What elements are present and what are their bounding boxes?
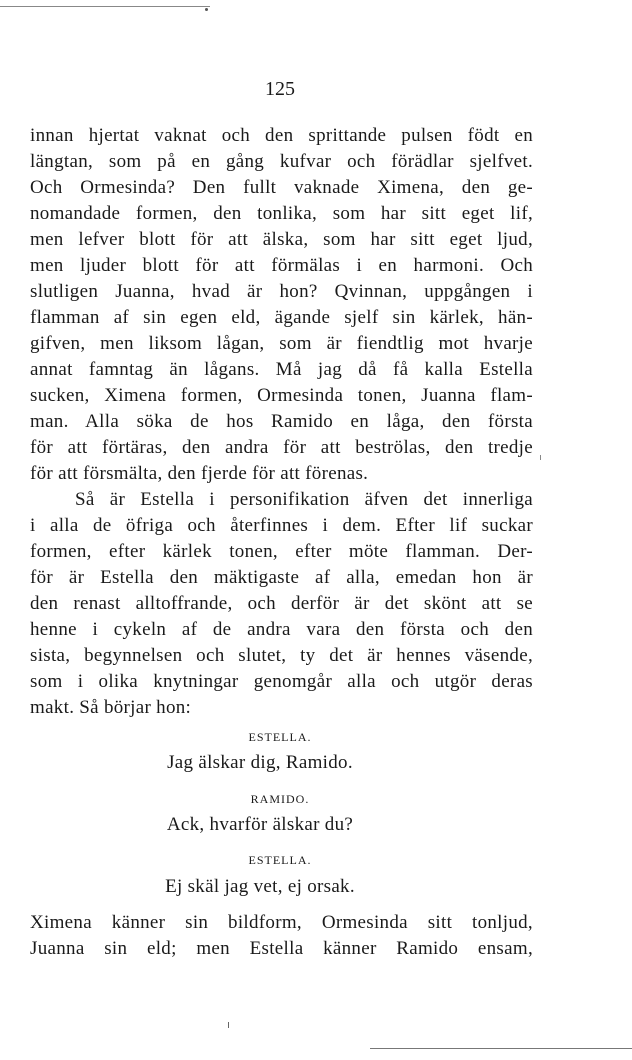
- text-line: man. Alla söka de hos Ramido en låga, den första: [30, 411, 533, 432]
- text-line: nomandade formen, den tonlika, som har sitt eget lif,: [30, 203, 533, 224]
- text-line: men lefver blott för att älska, som har sitt eget ljud,: [30, 229, 533, 250]
- text-line: flamman af sin egen eld, ägande sjelf sin kärlek, hän-: [30, 307, 533, 328]
- bottom-rule: [370, 1048, 632, 1049]
- text-line: Och Ormesinda? Den fullt vaknade Ximena, den ge-: [30, 177, 533, 198]
- text-line: Så är Estella i personifikation äfven det innerliga: [75, 489, 533, 510]
- ink-speck: [205, 8, 208, 11]
- ink-speck: [540, 455, 541, 460]
- text-line: som i olika knytningar genomgår alla och utgör deras: [30, 671, 533, 692]
- text-line: Ximena känner sin bildform, Ormesinda sitt tonljud,: [30, 912, 533, 933]
- text-line: i alla de öfriga och återfinnes i dem. Efter lif suckar: [30, 515, 533, 536]
- text-line: slutligen Juanna, hvad är hon? Qvinnan, uppgången i: [30, 281, 533, 302]
- verse-line: Ej skäl jag vet, ej orsak.: [165, 876, 355, 897]
- speaker-name: RAMIDO.: [250, 792, 310, 806]
- text-line: annat famntag än lågans. Må jag då få kalla Estella: [30, 359, 533, 380]
- text-line: gifven, men liksom lågan, som är fiendtlig mot hvarje: [30, 333, 533, 354]
- text-line: för att försmälta, den fjerde för att förenas.: [30, 463, 369, 484]
- text-line: men ljuder blott för att förmälas i en harmoni. Och: [30, 255, 533, 276]
- ink-speck: [228, 1022, 229, 1028]
- page-number: 125: [265, 78, 295, 100]
- text-line: Juanna sin eld; men Estella känner Ramido ensam,: [30, 938, 533, 959]
- text-line: sista, begynnelsen och slutet, ty det är hennes väsende,: [30, 645, 533, 666]
- text-line: för att förtäras, den andra för att beströlas, den tredje: [30, 437, 533, 458]
- verse-line: Ack, hvarför älskar du?: [166, 814, 354, 835]
- verse-line: Jag älskar dig, Ramido.: [167, 752, 353, 773]
- text-line: formen, efter kärlek tonen, efter möte flamman. Der-: [30, 541, 533, 562]
- speaker-name: ESTELLA.: [248, 730, 312, 744]
- speaker-name: ESTELLA.: [248, 853, 312, 867]
- text-line: innan hjertat vaknat och den sprittande pulsen födt en: [30, 125, 533, 146]
- text-line: för är Estella den mäktigaste af alla, emedan hon är: [30, 567, 533, 588]
- text-line: sucken, Ximena formen, Ormesinda tonen, Juanna flam-: [30, 385, 533, 406]
- text-line: längtan, som på en gång kufvar och förädlar sjelfvet.: [30, 151, 533, 172]
- text-line: den renast alltoffrande, och derför är det skönt att se: [30, 593, 533, 614]
- text-line: makt. Så börjar hon:: [30, 697, 192, 718]
- top-rule: [0, 6, 210, 7]
- text-line: henne i cykeln af de andra vara den första och den: [30, 619, 533, 640]
